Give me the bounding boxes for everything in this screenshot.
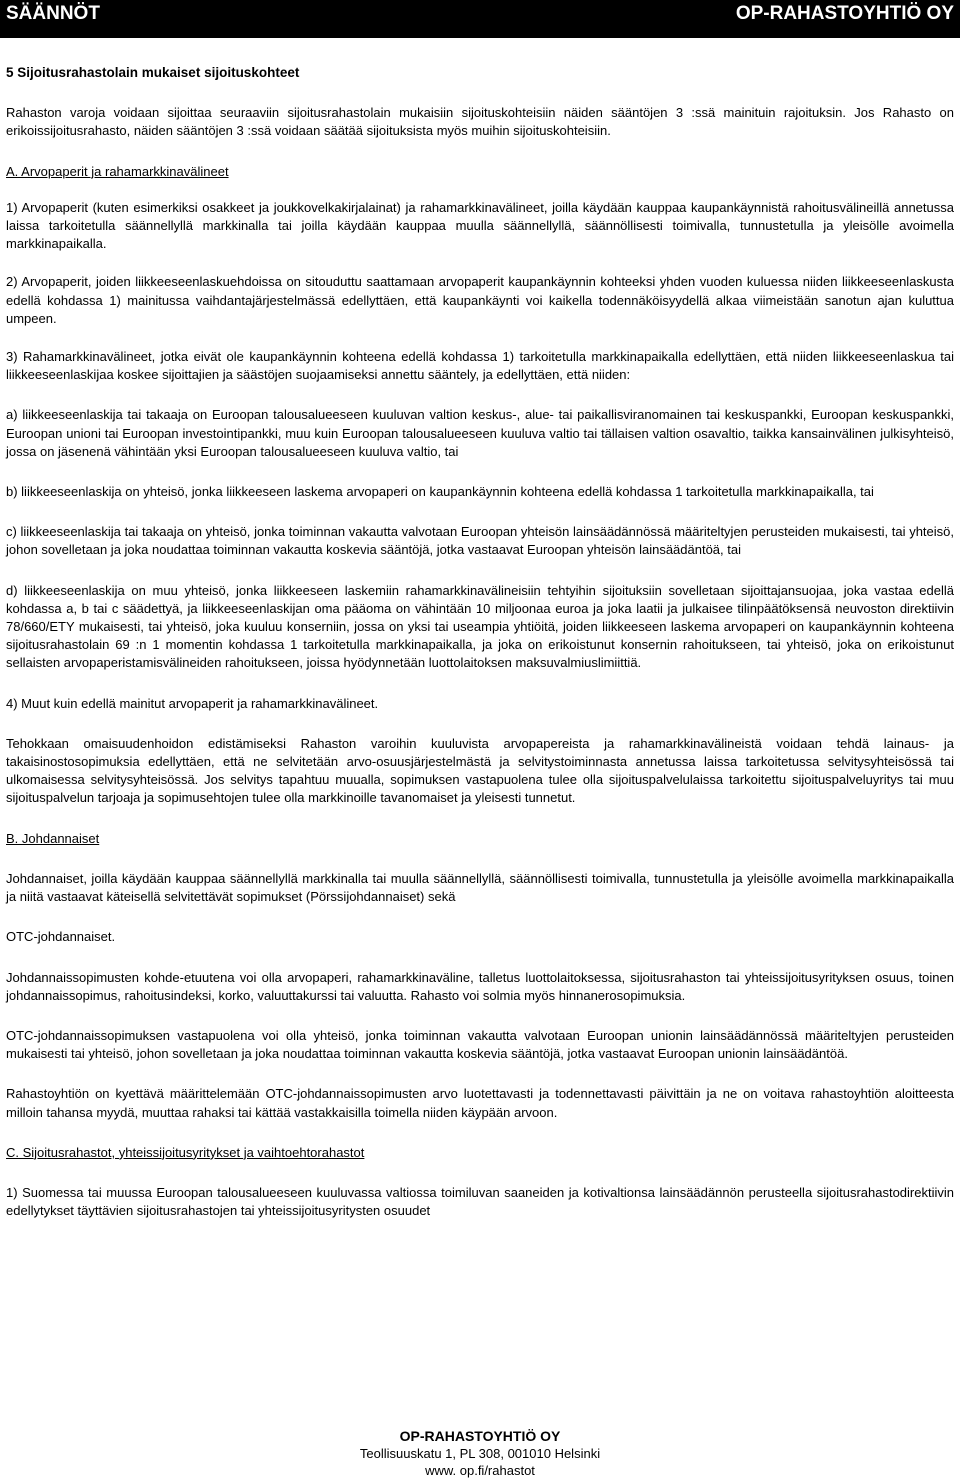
part-a-item-c: c) liikkeeseenlaskija tai takaaja on yhteisö, jonka toiminnan vakautta valvotaan Euroopan yhteisön lainsäädännössä määriteltyjen perusteiden mukaisesti, tai yhteisö, johon sovelletaan ja joka noudattaa toiminnan vakautta koskevia sääntöjä, jotka vastaavat Euroopan yhteisön lainsäädäntöä, tai	[6, 524, 954, 558]
footer-address: Teollisuuskatu 1, PL 308, 001010 Helsinki	[359, 1446, 601, 1461]
part-a-paragraph-1: 1) Arvopaperit (kuten esimerkiksi osakkeet ja joukkovelkakirjalainat) ja rahamarkkinavälineet, joilla käydään kauppaa kaupankäynnistä rahoitusvälineillä annetussa laissa tarkoitetulla säännellyllä markkinalla tai joilla käydään kauppaa muulla säännellyllä, säännöllisesti toimivalla, tunnustetulla ja yleisölle avoimella markkinapaikalla.	[6, 199, 954, 252]
document-body	[6, 58, 954, 1220]
part-a-item-d: d) liikkeeseenlaskija on muu yhteisö, jonka liikkeeseen laskemiin rahamarkkinavälineisiin tehtyihin sijoituksiin sovelletaan sijoittajansuojaa, joka vastaa edellä kohdassa a, b tai c säädettyä, ja liikkeeseenlaskijan oma pääoma on vähintään 10 miljoonaa euroa ja joka laatii ja julkaisee tilinpäätöksensä neuvoston direktiivin 78/660/ETY mukaisesti, tai yhteisö, joka kuuluu konserniin, jossa on yksi tai useampia yhtiöitä, joiden liikkeeseen laskema arvopaperi on kaupankäynnin kohteena sijoitusrahastolain 69 :n 1 momentin kohdassa 1 tarkoitetulla markkinapaikalla, ja joka on erikoistunut konsernin rahoitukseen, tai yhteisö, joka on erikoistunut sellaisten arvopaperistamisvälineiden rahoitukseen, joissa hyödynnetään luottolaitoksen maksuvalmiuslimiittiä.	[6, 582, 954, 671]
part-a-paragraph-4: 4) Muut kuin edellä mainitut arvopaperit ja rahamarkkinavälineet.	[6, 695, 379, 711]
company-name-header: OP-RAHASTOYHTIÖ OY	[735, 3, 954, 24]
document-type-label: SÄÄNNÖT	[6, 3, 100, 24]
part-c-paragraph-1: 1) Suomessa tai muussa Euroopan talousalueeseen kuuluvassa valtiossa toimiluvan saaneiden ja kotivaltionsa lainsäädännön perusteella sijoitusrahastodirektiivin edellytykset täyttävien sijoitusrahastojen tai yhteissijoitusyritysten osuudet	[6, 1184, 954, 1219]
section-title: 5 Sijoitusrahastolain mukaiset sijoituskohteet	[6, 65, 300, 80]
part-b-paragraph-5: Rahastoyhtiön on kyettävä määrittelemään OTC-johdannaissopimusten arvo luotettavasti ja todennettavasti päivittäin ja ne on voitava rahastoyhtiön aloitteesta milloin tahansa myydä, muuttaa rahaksi tai kättää vastakkaisilla toimella niiden käypään arvoon.	[6, 1086, 954, 1120]
part-a-paragraph-3: 3) Rahamarkkinavälineet, jotka eivät ole kaupankäynnin kohteena edellä kohdassa 1) tarkoitetulla markkinapaikalla edellyttäen, että niiden liikkeeseenlaskua tai liikkeeseenlaskijaa koskee sijoittajien ja säästöjen suojaamiseksi annettu sääntely, ja edellyttäen, että niiden:	[6, 349, 954, 383]
part-a-paragraph-2: 2) Arvopaperit, joiden liikkeeseenlaskuehdoissa on sitouduttu saattamaan arvopaperit kaupankäynnin kohteeksi yhden vuoden kuluessa niiden liikkeeseenlaskusta edellä kohdassa 1) mainitussa vaihdantajärjestelmässä edellyttäen, että kaupankäynti voi kaikella todennäköisyydellä alkaa viimeistään sanotun ajan kuluttua umpeen.	[6, 274, 954, 326]
section-intro: Rahaston varoja voidaan sijoittaa seuraaviin sijoitusrahastolain mukaisiin sijoituskohteisiin näiden sääntöjen 3 :ssä mainituin rajoituksin. Jos Rahasto on erikoissijoitusrahasto, näiden sääntöjen 3 :ssä voidaan säätää sijoituksista myös muihin sijoituskohteisiin.	[6, 105, 954, 139]
page-header	[0, 0, 960, 38]
part-b-paragraph-3: Johdannaissopimusten kohde-etuutena voi olla arvopaperi, rahamarkkinaväline, talletus luottolaitoksessa, sijoitusrahaston tai yhteissijoitusyrityksen osuus, toinen johdannaissopimus, rahoitusindeksi, korko, valuuttakurssi tai valuutta. Rahasto voi solmia myös hinnanerosopimuksia.	[6, 969, 954, 1003]
part-a-item-a: a) liikkeeseenlaskija tai takaaja on Euroopan talousalueeseen kuuluvan valtion keskus-, alue- tai paikallisviranomainen tai keskuspankki, Euroopan keskuspankki, Euroopan unioni tai Euroopan investointipankki, muu kuin Euroopan talousalueeseen kuuluva valtio tai tällaisen valtion osavaltio, taikka kansainvälinen julkisyhteisö, jossa on jäsenenä vähintään yksi Euroopan talousalueeseen kuuluva valtio, tai	[6, 407, 954, 459]
part-a-item-b: b) liikkeeseenlaskija on yhteisö, jonka liikkeeseen laskema arvopaperi on kaupankäynnin kohteena edellä kohdassa 1 tarkoitetulla markkinapaikalla, tai	[6, 484, 874, 500]
part-b-heading: B. Johdannaiset	[6, 830, 100, 846]
part-b-paragraph-4: OTC-johdannaissopimuksen vastapuolena voi olla yhteisö, jonka toiminnan vakautta valvotaan Euroopan unionin lainsäädännössä määriteltyjen perusteiden mukaisesti tai yhteisö, johon sovelletaan ja joka noudattaa toiminnan vakautta koskevia sääntöjä, jotka vastaavat Euroopan unionin lainsäädäntöä.	[6, 1027, 954, 1062]
part-a-heading: A. Arvopaperit ja rahamarkkinavälineet	[6, 163, 229, 179]
page-footer	[0, 1428, 960, 1479]
part-b-paragraph-1: Johdannaiset, joilla käydään kauppaa säännellyllä markkinalla tai muulla säännellyllä, säännöllisesti toimivalla, tunnustetulla ja yleisölle avoimella markkinapaikalla ja niitä vastaavat käteisellä selvitettävät sopimukset (Pörssijohdannaiset) sekä	[6, 870, 954, 905]
footer-company-name: OP-RAHASTOYHTIÖ OY	[399, 1428, 561, 1444]
part-a-paragraph-5: Tehokkaan omaisuudenhoidon edistämiseksi Rahaston varoihin kuuluvista arvopapereista ja rahamarkkinavälineistä voidaan tehdä lainaus- ja takaisinostosopimuksia edellyttäen, että ne selvitetään arvo-osuusjärjestelmästä ja selvitystoiminnasta annetussa laissa tarkoitetussa selvitysyhteisössä tai ulkomaisessa selvitysyhteisössä. Jos selvitys tapahtuu muualla, sopimuksen vastapuolena tulee olla sijoituspalvelulaissa tarkoitettu sijoituspalveluyritys tai muu sijoituspalvelun tarjoaja ja sopimusehtojen tulee olla markkinoille tavanomaiset ja yleisesti tunnetut.	[6, 735, 954, 806]
part-c-heading: C. Sijoitusrahastot, yhteissijoitusyritykset ja vaihtoehtorahastot	[6, 1144, 365, 1160]
footer-website: www. op.fi/rahastot	[425, 1463, 535, 1478]
part-b-paragraph-2: OTC-johdannaiset.	[6, 929, 116, 945]
